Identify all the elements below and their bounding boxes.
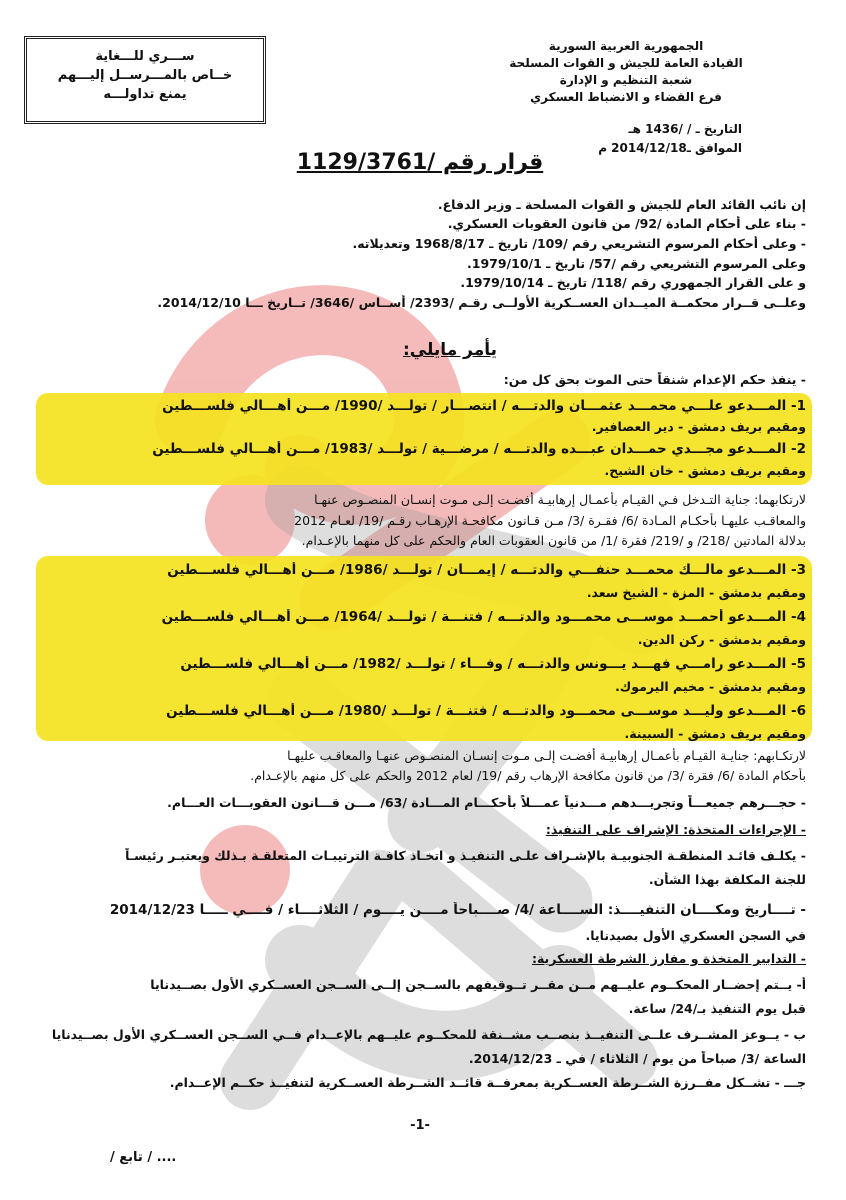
crime-line: بأحكام المادة /6/ فقرة /3/ من قانون مكافحة الإرهاب رقم /19/ لعام 2012 والحكم على كل منهم بالإعـدام. xyxy=(250,768,806,783)
execution-place-line: في السجن العسكري الأول بصيدنايا. xyxy=(585,928,806,943)
decision-title: قرار رقم /1129/3761 xyxy=(296,150,544,175)
police-item-b: ب - يــوعز المشــرف علــى التنفيــذ بنصــب مشــنقة للمحكــوم عليــهم بالإعــدام فــي الســجن العســكري الأول بصــيدنايا xyxy=(51,1027,806,1042)
order-heading: يأمر مايلي: xyxy=(402,340,497,360)
page-number: -1- xyxy=(410,1118,430,1133)
preamble-line: - وعلى أحكام المرسوم التشريعي رقم /109/ تاريخ ـ 1968/8/17 وتعديلاته. xyxy=(352,236,806,251)
preamble-line: وعلــى قــرار محكمــة الميــدان العســكرية الأولــى رقـم /2393/ أســاس /3646/ تــاريخ ـــا 2014/12/10. xyxy=(157,295,806,310)
procedures-line: - يكلـف قائـد المنطقـة الجنوبيـة بالإشـراف علـى التنفيـذ و اتخـاذ كافـة الترتيبـات المتعلقـة بـذلك ويعتبـر رئيسـاً xyxy=(125,848,806,863)
crime-line: والمعاقـب عليهـا بأحكـام المـادة /6/ فقـرة /3/ مـن قـانون مكافحـة الإرهـاب رقـم /19/ لعـام 2012 xyxy=(294,513,806,528)
date-gregorian: الموافق ـ2014/12/18 م xyxy=(598,141,742,155)
police-item-b-cont: الساعة /3/ صباحاً من يوم / الثلاثاء / في ـ 2014/12/23. xyxy=(468,1051,806,1066)
letterhead-line-3: شعبة التنظيم و الإدارة xyxy=(559,73,693,87)
preamble-line: إن نائب القائد العام للجيش و القوات المسلحة ـ وزير الدفاع. xyxy=(437,197,806,212)
crime-line: لارتكـابهم: جنايـة القيـام بأعمـال إرهابيـة أفضـت إلـى مـوت إنسـان المنصـوص عنهـا والمعاقـب عليهـا xyxy=(287,748,806,763)
preamble-line: - بناء على أحكام المادة /92/ من قانون العقوبات العسكري. xyxy=(447,216,806,231)
crime-line: لارتكابهما: جناية التـدخل فـي القيـام بأعمـال إرهابيـة أفضـت إلـى مـوت إنسـان المنصـوص عنهـا xyxy=(314,492,806,507)
defendant-address: ومقيم بريف دمشق - السبينة. xyxy=(624,726,806,741)
secrecy-line-1: ســـري للـــغاية xyxy=(95,49,195,64)
procedures-line: للجنة المكلفة بهذا الشأن. xyxy=(648,872,806,887)
defendant-line: 3- المـــدعو مالـــك محمـــد حنفـــي والدتـــه / إيمـــان / تولـــد /1986/ مـــن أهـــالي فلســـطين xyxy=(167,562,806,578)
defendant-address: ومقيم بريف دمشق - دير العصافير. xyxy=(591,419,806,434)
defendant-address: ومقيم بريف دمشق - خان الشيح. xyxy=(604,463,806,478)
letterhead-line-2: القيادة العامة للجيش و القوات المسلحة xyxy=(509,56,743,70)
execution-time-line: - تــــاريخ ومكــــان التنفيــــذ: الســــاعة /4/ صــــباحاً مــــن يــــوم / الثلاثــــاء / فــــي ـــــا 2014/12/23 xyxy=(109,902,806,918)
date-hijri: التاريخ ـ / /1436 هـ xyxy=(628,122,742,136)
secrecy-line-2: خــاص بالمـــرســل إليـــهم xyxy=(57,68,233,83)
letterhead-line-4: فرع القضاء و الانضباط العسكري xyxy=(530,90,722,104)
letterhead xyxy=(476,38,776,106)
secrecy-line-3: يمنع تداولـــه xyxy=(103,87,187,102)
police-item-a-cont: قبل يوم التنفيذ بـ/24/ ساعة. xyxy=(628,1001,806,1016)
procedures-heading: - الإجراءات المتخذة: الإشراف على التنفيذ: xyxy=(545,822,806,837)
defendant-line: 4- المـــدعو أحمـــد موســـى محمـــود والدتـــه / فتنـــة / تولـــد /1964/ مـــن أهـــالي فلســـطين xyxy=(161,609,806,625)
preamble-line: وعلى المرسوم التشريعي رقم /57/ تاريخ ـ 1979/10/1. xyxy=(467,256,806,271)
defendant-address: ومقيم بدمشق - المزة - الشيخ سعد. xyxy=(586,585,806,600)
defendant-line: 1- المـــدعو علـــي محمـــد عثمـــان والدتـــه / انتصـــار / تولـــد /1990/ مـــن أهـــالي فلســـطين xyxy=(162,398,806,414)
defendant-line: 2- المـــدعو مجـــدي حمـــدان عبـــده والدتـــه / مرضـــية / تولـــد /1983/ مـــن أهـــالي فلســـطين xyxy=(152,441,806,457)
police-item-c: جـــ - تشــكل مفــرزة الشــرطة العســكرية بمعرفــة قائــد الشــرطة العســكرية لتنفيــذ حكــم الإعــدام. xyxy=(169,1075,806,1090)
secrecy-box xyxy=(24,36,266,124)
letterhead-line-1: الجمهورية العربية السورية xyxy=(548,39,704,53)
preamble-line: و على القرار الجمهوري رقم /118/ تاريخ ـ 1979/10/14. xyxy=(460,275,806,290)
police-item-a: أ- يــتم إحضــار المحكــوم عليــهم مــن مقــر تــوقيفهم بالســجن إلــى الســجن العســكري الأول بصــيدنايا xyxy=(150,977,806,992)
defendant-address: ومقيم بدمشق - ركن الدين. xyxy=(637,632,806,647)
civil-deprivation-line: - حجـــرهم جميعـــاً وتجريـــدهم مـــدنياً عمـــلاً بأحكـــام المـــادة /63/ مـــن قـــانون العقوبـــات العـــام. xyxy=(167,795,806,810)
crime-line: بدلالة المادتين /218/ و /219/ فقرة /1/ من قانون العقوبات العام والحكم على كل منهما بالإعـدام. xyxy=(301,533,806,548)
police-heading: - التدابير المتخذة و مفارز الشرطة العسكرية: xyxy=(531,951,806,966)
defendant-line: 5- المـــدعو رامـــي فهـــد يـــونس والدتـــه / وفـــاء / تولـــد /1982/ مـــن أهـــالي فلســـطين xyxy=(180,656,806,672)
defendant-line: 6- المـــدعو وليـــد موســـى محمـــود والدتـــه / فتنـــة / تولـــد /1980/ مـــن أهـــالي فلســـطين xyxy=(166,703,806,719)
execute-line: - ينفذ حكم الإعدام شنقاً حتى الموت بحق كل من: xyxy=(503,372,806,387)
continued-marker: / تابع / .... xyxy=(110,1150,177,1165)
defendant-address: ومقيم بدمشق - مخيم اليرموك. xyxy=(615,679,806,694)
